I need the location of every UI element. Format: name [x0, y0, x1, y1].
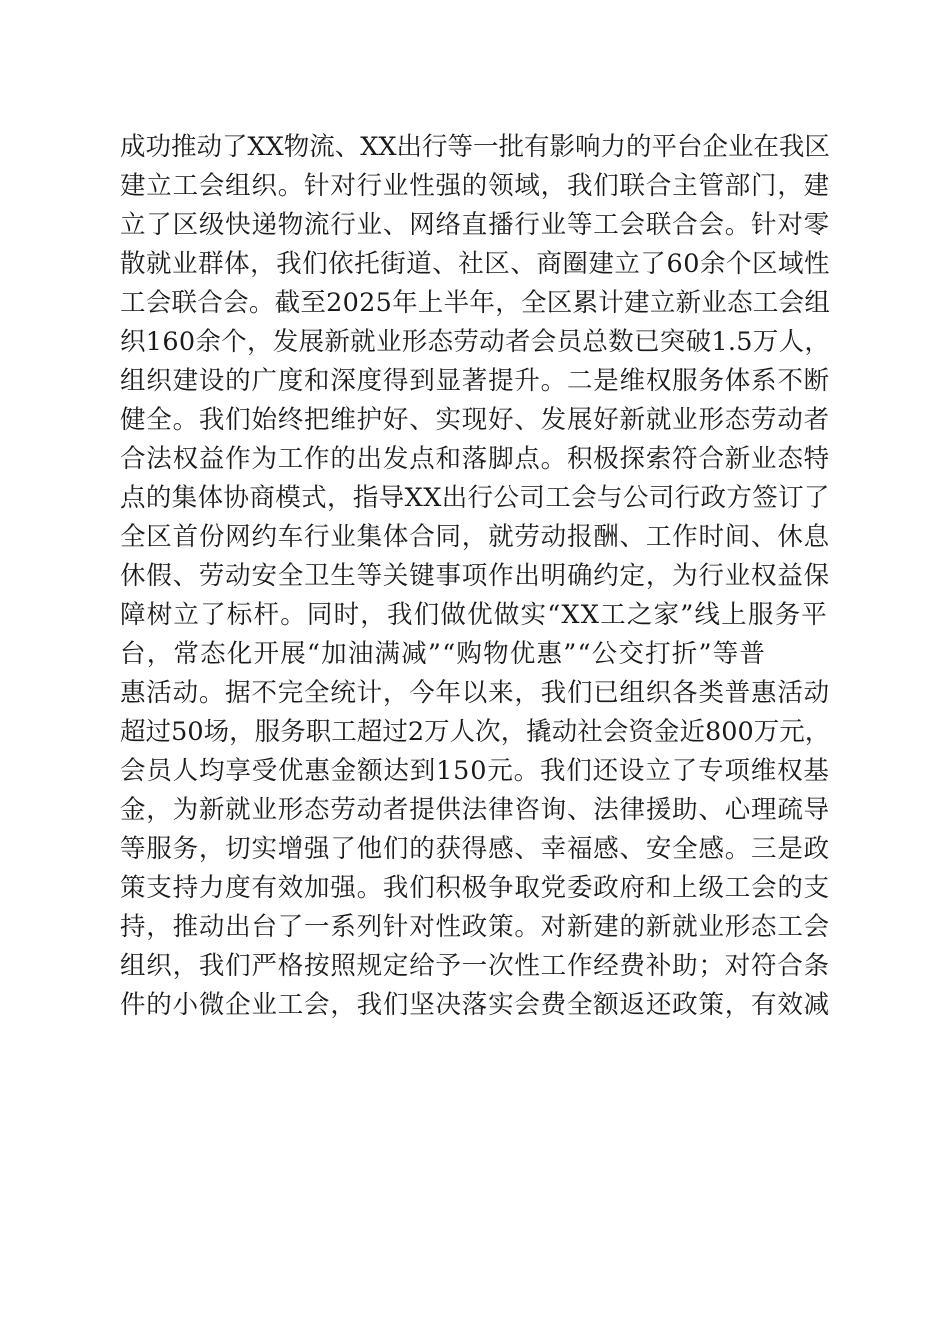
- text-line: 散就业群体，我们依托街道、社区、商圈建立了60余个区域性: [120, 249, 830, 279]
- text-line: 休假、劳动安全卫生等关键事项作出明确约定，为行业权益保: [120, 561, 830, 591]
- text-line: 织160余个，发展新就业形态劳动者会员总数已突破1.5万人，: [120, 327, 830, 357]
- text-line: 组织，我们严格按照规定给予一次性工作经费补助；对符合条: [120, 951, 830, 981]
- text-line: 持，推动出台了一系列针对性政策。对新建的新就业形态工会: [120, 912, 830, 942]
- text-line: 会员人均享受优惠金额达到150元。我们还设立了专项维权基: [120, 756, 830, 786]
- text-line: 全区首份网约车行业集体合同，就劳动报酬、工作时间、休息: [120, 522, 830, 552]
- body-paragraph: [120, 128, 830, 1025]
- text-line: 惠活动。据不完全统计，今年以来，我们已组织各类普惠活动: [120, 678, 830, 708]
- text-line: 健全。我们始终把维护好、实现好、发展好新就业形态劳动者: [120, 405, 830, 435]
- text-line: 工会联合会。截至2025年上半年，全区累计建立新业态工会组: [120, 288, 830, 318]
- text-line: 点的集体协商模式，指导XX出行公司工会与公司行政方签订了: [120, 483, 830, 513]
- text-line: 策支持力度有效加强。我们积极争取党委政府和上级工会的支: [120, 873, 830, 903]
- text-line: 合法权益作为工作的出发点和落脚点。积极探索符合新业态特: [120, 444, 830, 474]
- text-line: 台，常态化开展“加油满减”“购物优惠”“公交打折”等普: [120, 639, 767, 669]
- text-line: 金，为新就业形态劳动者提供法律咨询、法律援助、心理疏导: [120, 795, 830, 825]
- text-line: 件的小微企业工会，我们坚决落实会费全额返还政策，有效减: [120, 990, 830, 1020]
- text-line: 建立工会组织。针对行业性强的领域，我们联合主管部门，建: [120, 171, 830, 201]
- text-line: 成功推动了XX物流、XX出行等一批有影响力的平台企业在我区: [120, 132, 830, 162]
- text-line: 等服务，切实增强了他们的获得感、幸福感、安全感。三是政: [120, 834, 830, 864]
- text-line: 超过50场，服务职工超过2万人次，撬动社会资金近800万元，: [120, 717, 830, 747]
- text-line: 立了区级快递物流行业、网络直播行业等工会联合会。针对零: [120, 210, 830, 240]
- text-line: 障树立了标杆。同时，我们做优做实“XX工之家”线上服务平: [120, 600, 828, 630]
- text-line: 组织建设的广度和深度得到显著提升。二是维权服务体系不断: [120, 366, 830, 396]
